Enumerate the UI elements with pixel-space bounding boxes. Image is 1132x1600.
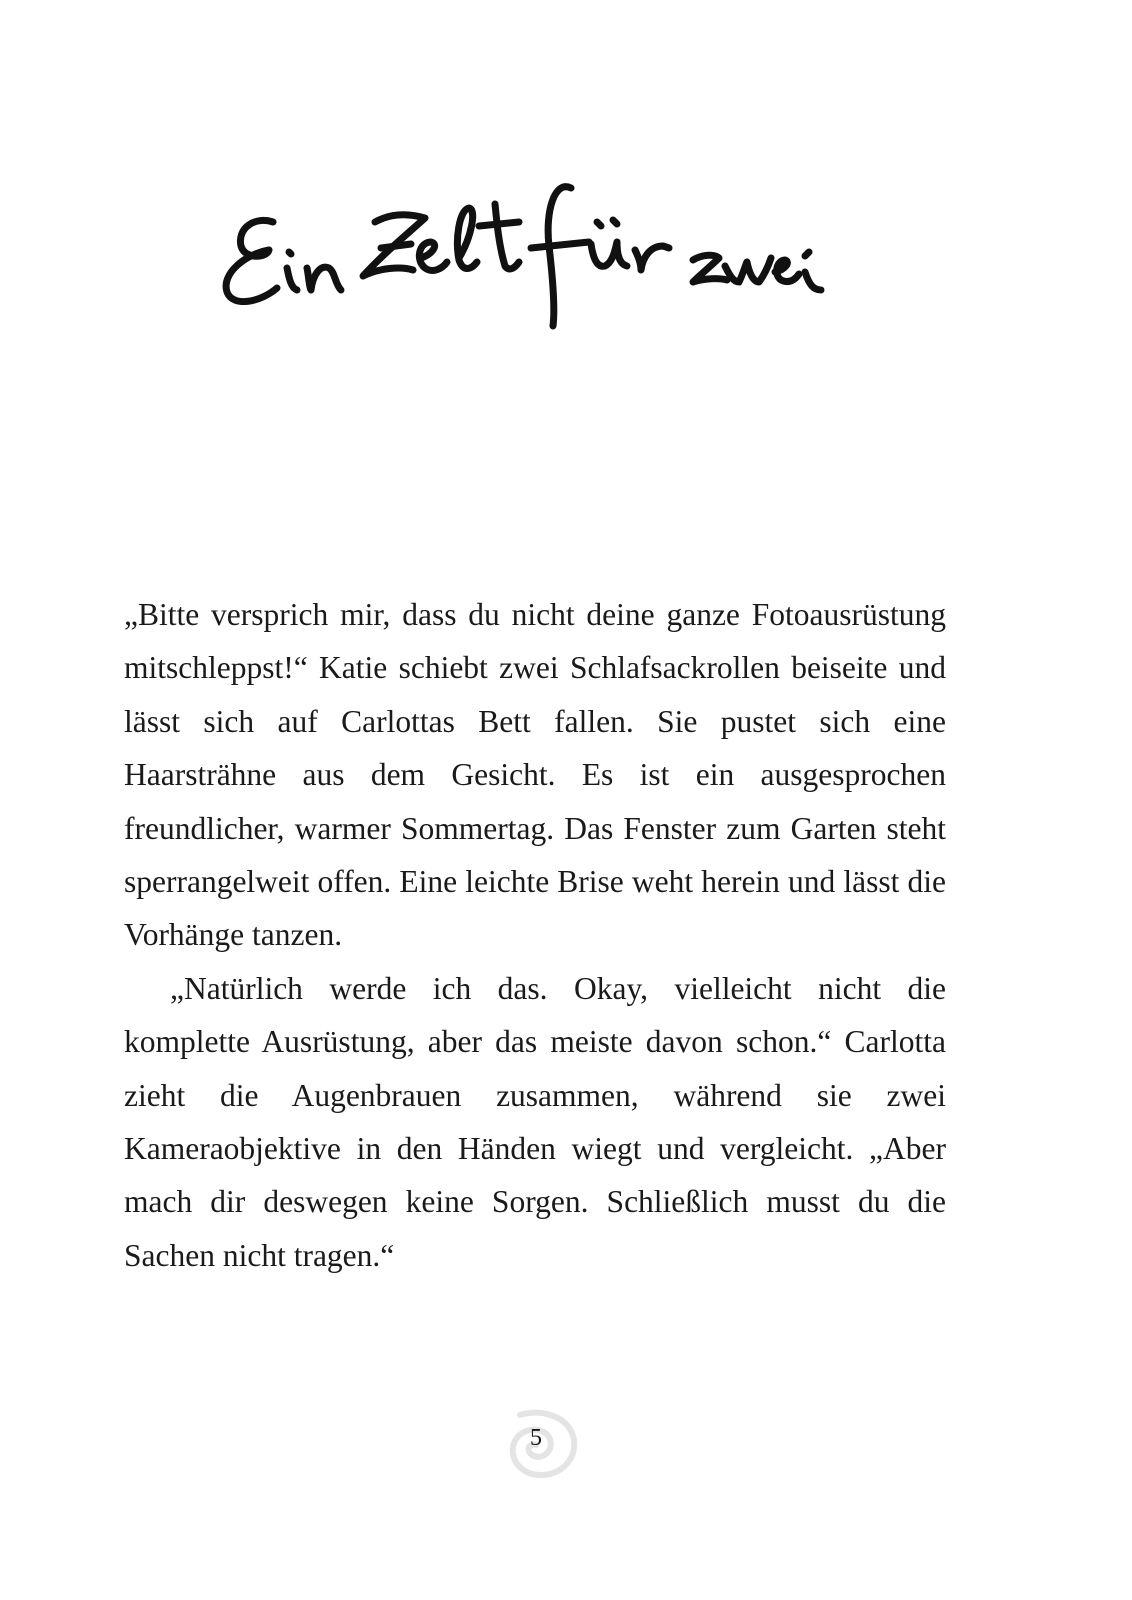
chapter-body bbox=[124, 588, 946, 1282]
page-number: 5 bbox=[530, 1425, 542, 1451]
paragraph: „Natürlich werde ich das. Okay, vielleicht nicht die komplette Ausrüstung, aber das meiste davon schon.“ Carlotta zieht die Augenbrauen zusammen, während sie zwei Kameraobjektive in den Händen wiegt und vergleicht. „Aber mach dir deswegen keine Sorgen. Schließlich musst du die Sachen nicht tragen.“ bbox=[124, 970, 946, 1273]
chapter-title bbox=[215, 150, 855, 330]
handwritten-title-image bbox=[215, 150, 855, 330]
paragraph: „Bitte versprich mir, dass du nicht deine ganze Fotoausrüstung mitschleppst!“ Katie schiebt zwei Schlafsackrollen beiseite und lässt sich auf Carlottas Bett fallen. Sie pustet sich eine Haarsträhne aus dem Gesicht. Es ist ein ausgesprochen freundlicher, warmer Sommertag. Das Fenster zum Garten steht sperrangelweit offen. Eine leichte Brise weht herein und lässt die Vorhänge tanzen. bbox=[124, 597, 946, 953]
page-footer bbox=[484, 1405, 588, 1489]
